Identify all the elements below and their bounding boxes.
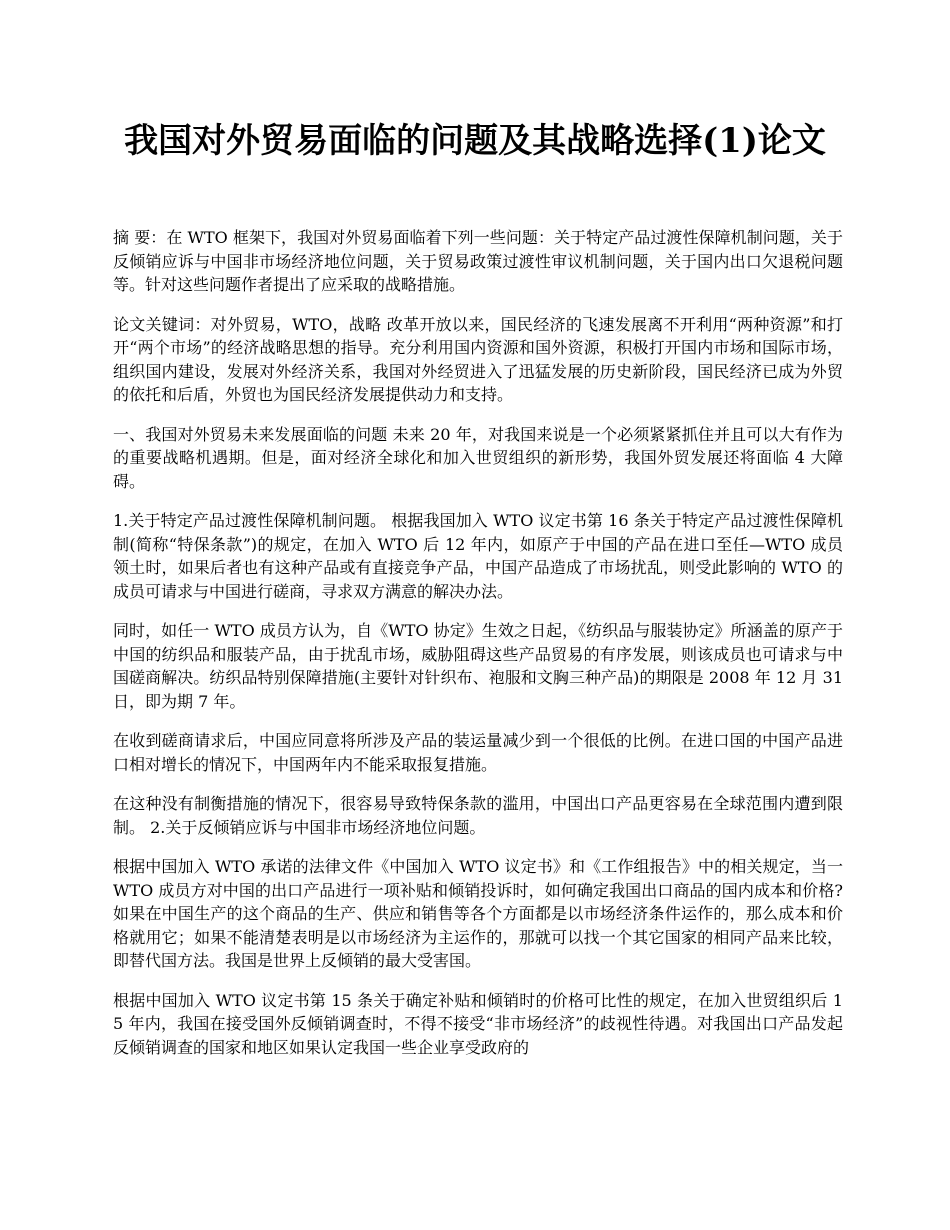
paragraph-abuse-risk: 在这种没有制衡措施的情况下，很容易导致特保条款的滥用，中国出口产品更容易在全球范围内遭到限制。 2.关于反倾销应诉与中国非市场经济地位问题。 [113,794,843,837]
paragraph-consultation: 在收到磋商请求后，中国应同意将所涉及产品的装运量减少到一个很低的比例。在进口国的中国产品进口相对增长的情况下，中国两年内不能采取报复措施。 [113,731,843,774]
paragraph-safeguard-mechanism: 1.关于特定产品过渡性保障机制问题。 根据我国加入 WTO 议定书第 16 条关于特定产品过渡性保障机制(简称“特保条款”)的规定，在加入 WTO 后 12 年内，如原产于中国的产品在进口至任—WTO 成员领土时，如果后者也有这种产品或有直接竞争产品，中国产品造成了市场扰乱，则受此影响的 WTO 的成员可请求与中国进行磋商，寻求双方满意的解决办法。 [113,511,843,601]
paragraph-textile-safeguard: 同时，如任一 WTO 成员方认为，自《WTO 协定》生效之日起，《纺织品与服装协定》所涵盖的原产于中国的纺织品和服装产品，由于扰乱市场，威胁阻碍这些产品贸易的有序发展，则该成员也可请求与中国磋商解决。纺织品特别保障措施(主要针对针织布、袍服和文胸三种产品)的期限是 2008 年 12 月 31 日，即为期 7 年。 [113,621,843,711]
document-title: 我国对外贸易面临的问题及其战略选择(1)论文 [124,121,826,161]
paragraph-section-1-intro: 一、我国对外贸易未来发展面临的问题 未来 20 年，对我国来说是一个必须紧紧抓住并且可以大有作为的重要战略机遇期。但是，面对经济全球化和加入世贸组织的新形势，我国外贸发展还将面临 4 大障碍。 [113,424,843,491]
document-body [113,226,843,1075]
paragraph-keywords: 论文关键词：对外贸易，WTO，战略 改革开放以来，国民经济的飞速发展离不开利用“两种资源”和打开“两个市场”的经济战略思想的指导。充分利用国内资源和国外资源，积极打开国内市场和国际市场，组织国内建设，发展对外经济关系，我国对外经贸进入了迅猛发展的历史新阶段，国民经济已成为外贸的依托和后盾，外贸也为国民经济发展提供动力和支持。 [113,314,843,404]
paragraph-article-15: 根据中国加入 WTO 议定书第 15 条关于确定补贴和倾销时的价格可比性的规定，在加入世贸组织后 15 年内，我国在接受国外反倾销调查时，不得不接受“非市场经济”的歧视性待遇。对我国出口产品发起反倾销调查的国家和地区如果认定我国一些企业享受政府的 [113,990,843,1057]
paragraph-abstract: 摘 要：在 WTO 框架下，我国对外贸易面临着下列一些问题：关于特定产品过渡性保障机制问题，关于反倾销应诉与中国非市场经济地位问题，关于贸易政策过渡性审议机制问题，关于国内出口欠退税问题等。针对这些问题作者提出了应采取的战略措施。 [113,228,843,294]
paragraph-anti-dumping: 根据中国加入 WTO 承诺的法律文件《中国加入 WTO 议定书》和《工作组报告》中的相关规定，当一 WTO 成员方对中国的出口产品进行一项补贴和倾销投诉时，如何确定我国出口商品的国内成本和价格?如果在中国生产的这个商品的生产、供应和销售等各个方面都是以市场经济条件运作的，那么成本和价格就用它；如果不能清楚表明是以市场经济为主运作的，那就可以找一个其它国家的相同产品来比较，即替代国方法。我国是世界上反倾销的最大受害国。 [113,857,843,970]
